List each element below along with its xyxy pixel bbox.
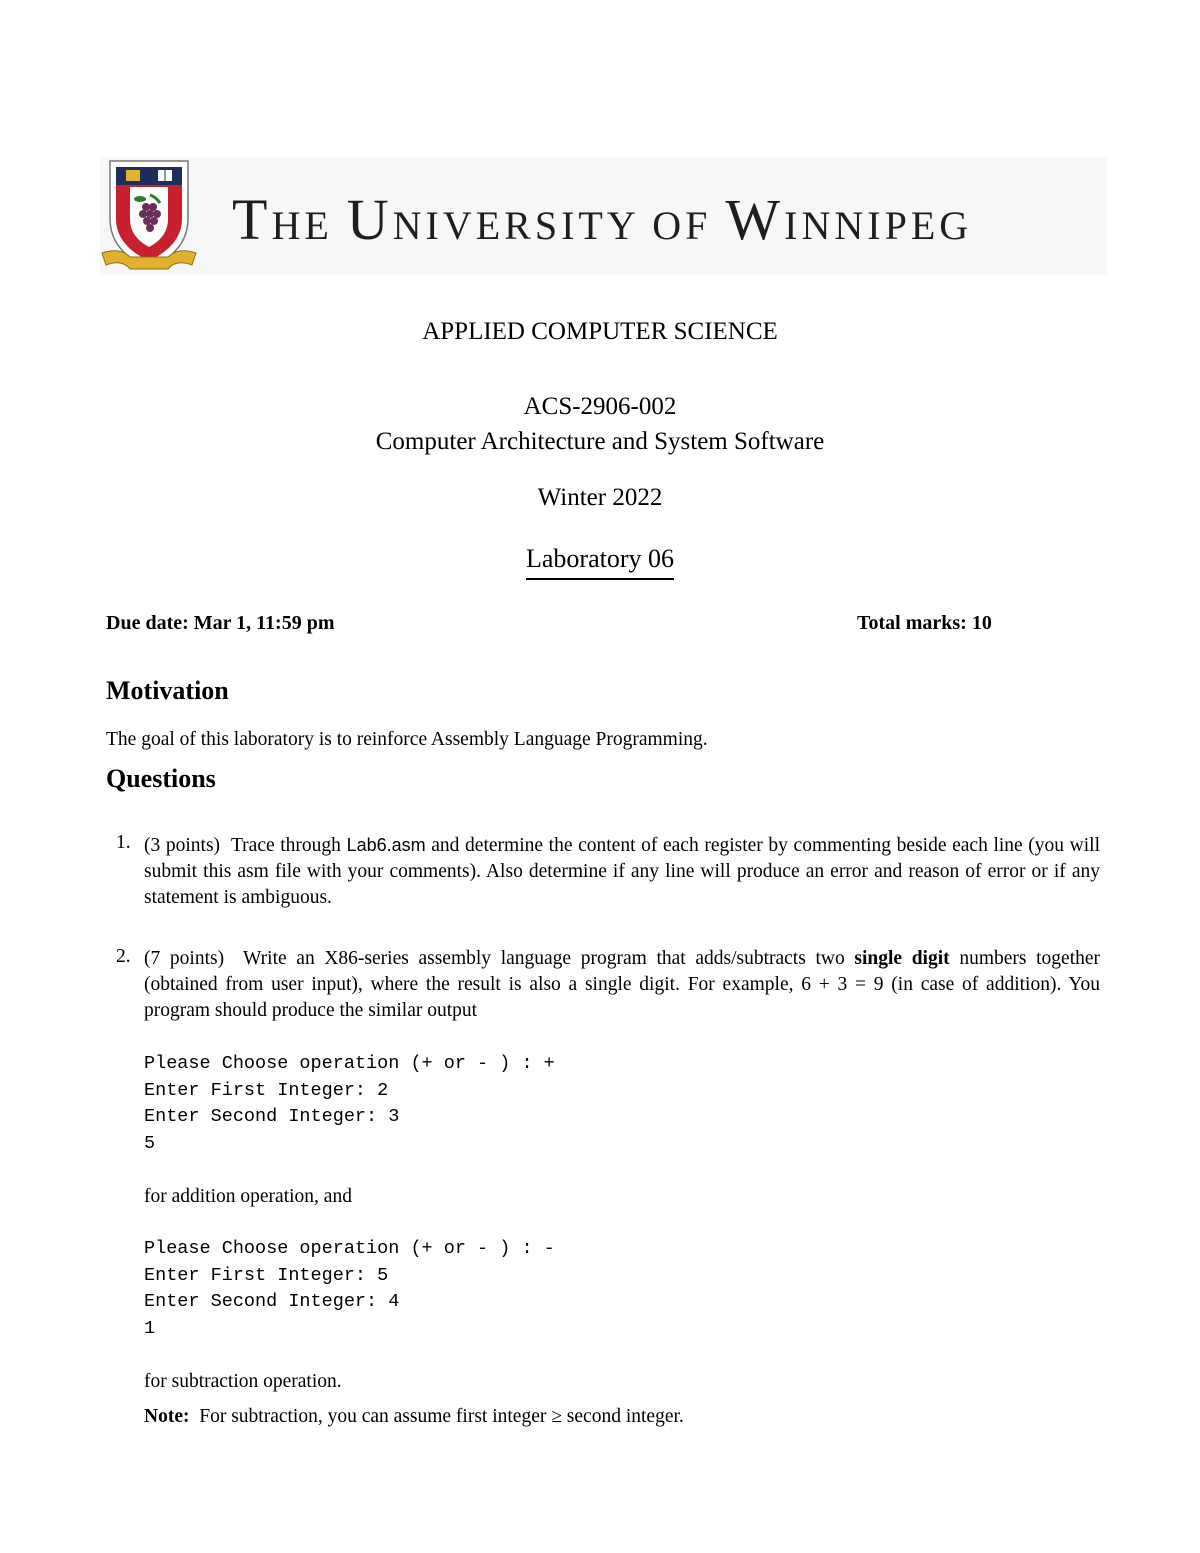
questions-heading: Questions <box>106 764 216 793</box>
question-2-text-b: numbers together (obtained from user input), where the result is also a single digit. For example, 6 + 3 = 9 (in case of addition). You program should produce the similar output <box>144 948 1101 1021</box>
question-1-file: Lab6.asm <box>346 835 426 855</box>
question-1-text-a: Trace through <box>230 835 341 856</box>
question-2-text-a: Write an X86-series assembly language program that adds/subtracts two <box>243 948 845 969</box>
note-label: Note: <box>144 1406 190 1427</box>
lab-title-wrapper <box>0 544 1200 580</box>
course-title: Computer Architecture and System Software <box>375 428 825 455</box>
university-name: THE UNIVERSITY OF WINNIPEG <box>232 187 973 252</box>
department-name: APPLIED COMPUTER SCIENCE <box>422 318 778 345</box>
addition-example-output: Please Choose operation (+ or - ) : + Enter First Integer: 2 Enter Second Integer: 3 5 <box>144 1053 555 1154</box>
note <box>144 1404 684 1430</box>
question-2-bold: single digit <box>854 948 950 969</box>
course-code: ACS-2906-002 <box>523 393 677 420</box>
subtraction-example-output: Please Choose operation (+ or - ) : - Enter First Integer: 5 Enter Second Integer: 4 1 <box>144 1238 555 1339</box>
question-2-points: (7 points) <box>144 948 225 969</box>
university-crest <box>100 157 198 277</box>
due-date: Due date: Mar 1, 11:59 pm <box>106 612 335 634</box>
total-marks: Total marks: 10 <box>857 612 992 634</box>
addition-caption: for addition operation, and <box>144 1186 352 1207</box>
question-1-number: 1. <box>116 832 131 853</box>
question-2-text <box>144 946 1100 1024</box>
term: Winter 2022 <box>537 484 663 511</box>
question-2-number: 2. <box>116 946 131 967</box>
subtraction-caption: for subtraction operation. <box>144 1371 342 1392</box>
question-1-points: (3 points) <box>144 835 221 856</box>
lab-title: Laboratory 06 <box>526 544 674 580</box>
motivation-text: The goal of this laboratory is to reinforce Assembly Language Programming. <box>106 729 708 750</box>
note-text: For subtraction, you can assume first integer ≥ second integer. <box>199 1406 684 1427</box>
question-1-text-b: and determine the content of each register by commenting beside each line (you will submit this asm file with your comments). Also determine if any line will produce an error and reason of error or if any statement is ambiguous. <box>144 835 1101 908</box>
question-1-text <box>144 832 1100 911</box>
motivation-heading: Motivation <box>106 676 229 705</box>
